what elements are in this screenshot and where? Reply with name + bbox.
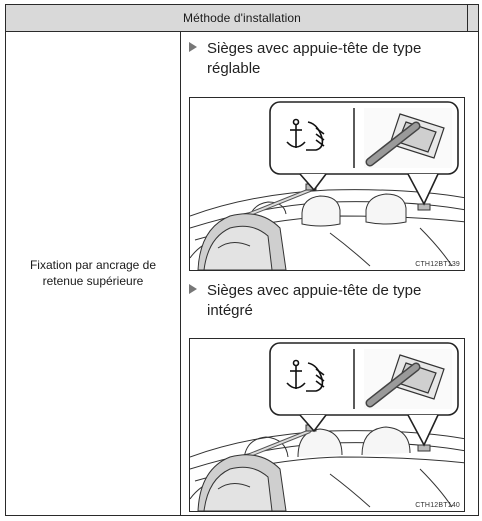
bullet-triangle-icon bbox=[189, 284, 197, 294]
tether-anchor-illustration bbox=[190, 339, 465, 512]
installation-table bbox=[5, 4, 479, 516]
option-integrated-headrest bbox=[189, 281, 421, 321]
option-text-line1: Sièges avec appuie-tête de type bbox=[207, 40, 422, 57]
option-adjustable-headrest bbox=[189, 39, 421, 79]
option-text-line2: intégré bbox=[207, 302, 253, 319]
row-label: Fixation par ancrage de retenue supérieure bbox=[29, 258, 157, 288]
option-text-line1: Sièges avec appuie-tête de type bbox=[207, 282, 422, 299]
options-cell bbox=[181, 31, 478, 515]
header-right-cell bbox=[467, 5, 478, 31]
header-label: Méthode d'installation bbox=[183, 11, 301, 25]
figure-adjustable-headrest bbox=[189, 97, 465, 271]
row-label-cell bbox=[6, 31, 181, 515]
figure-integrated-headrest bbox=[189, 338, 465, 512]
table-header bbox=[6, 5, 478, 32]
figure-code: CTH12BT140 bbox=[415, 502, 460, 509]
figure-code: CTH12BT139 bbox=[415, 261, 460, 268]
bullet-triangle-icon bbox=[189, 42, 197, 52]
tether-anchor-illustration bbox=[190, 98, 465, 271]
option-text-line2: réglable bbox=[207, 60, 261, 77]
